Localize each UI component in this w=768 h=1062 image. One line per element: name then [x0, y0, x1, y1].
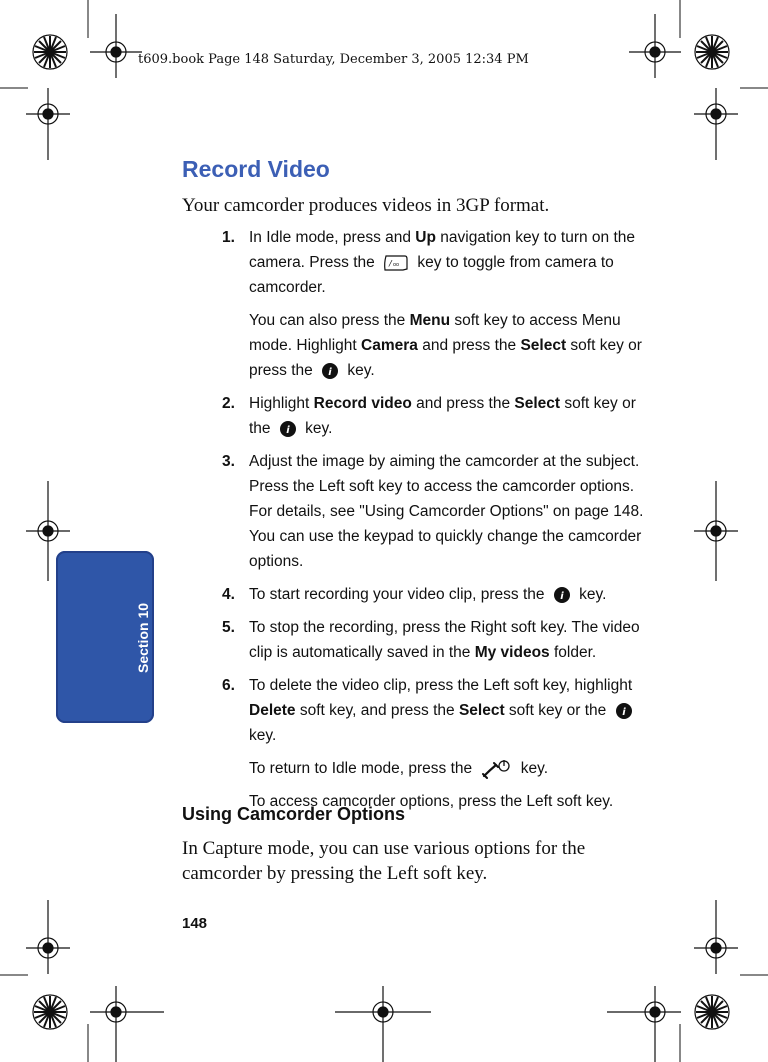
- step-number: 6.: [222, 677, 235, 694]
- page-number: 148: [182, 915, 208, 932]
- step-text-alt: You can also press the Menu soft key to access Menu mode. Highlight Camera and press the Select soft key or press the i key.: [249, 312, 642, 379]
- step-text: Highlight Record video and press the Select soft key or the i key.: [249, 395, 636, 437]
- step-text: In Idle mode, press and Up navigation key to turn on the camera. Press the / oo key to toggle from camera to camcorder.: [249, 229, 636, 296]
- step-text: To delete the video clip, press the Left soft key, highlight Delete soft key, and press the Select soft key or the i key.: [249, 677, 633, 744]
- step-number: 1.: [222, 229, 235, 246]
- print-slug: t609.book Page 148 Saturday, December 3, 2005 12:34 PM: [138, 52, 529, 67]
- steps-list: [222, 225, 647, 822]
- section-tab-label: Section 10: [135, 602, 151, 674]
- step-text: To start recording your video clip, press the i key.: [249, 586, 607, 603]
- step-note-options: To access camcorder options, press the Left soft key.: [249, 793, 614, 810]
- step-5: [222, 615, 647, 665]
- step-note-idle: To return to Idle mode, press the key.: [249, 760, 549, 777]
- step-6: [222, 673, 647, 814]
- svg-text:i: i: [286, 424, 290, 436]
- camera-mode-key-icon: [383, 254, 409, 272]
- step-number: 2.: [222, 395, 235, 412]
- svg-text:/: /: [389, 258, 392, 268]
- svg-text:i: i: [621, 706, 626, 718]
- step-3: [222, 449, 647, 574]
- step-number: 3.: [222, 453, 235, 470]
- ok-key-icon: [615, 702, 633, 720]
- section-title: Record Video: [182, 156, 330, 182]
- end-power-key-icon: [480, 759, 512, 779]
- step-2: [222, 391, 647, 441]
- step-number: 4.: [222, 586, 235, 603]
- svg-text:oo: oo: [393, 261, 400, 268]
- section-intro: Your camcorder produces videos in 3GP format.: [182, 195, 550, 216]
- step-text: To stop the recording, press the Right soft key. The video clip is automatically saved in the My videos folder.: [249, 619, 640, 661]
- ok-key-icon: [279, 420, 297, 438]
- subsection-text: In Capture mode, you can use various options for the camcorder by pressing the Left soft key.: [182, 838, 586, 884]
- step-1: [222, 225, 647, 383]
- step-4: [222, 582, 647, 607]
- subsection-title: Using Camcorder Options: [182, 804, 406, 824]
- svg-text:i: i: [328, 366, 332, 378]
- step-text: Adjust the image by aiming the camcorder at the subject. Press the Left soft key to access the camcorder options. For details, see "Using Camcorder Options" on page 148. You can use the keypad to quickly change the camcorder options.: [249, 453, 644, 570]
- ok-key-icon: [321, 362, 339, 380]
- ok-key-icon: [553, 586, 571, 604]
- step-number: 5.: [222, 619, 235, 636]
- svg-text:i: i: [560, 590, 564, 602]
